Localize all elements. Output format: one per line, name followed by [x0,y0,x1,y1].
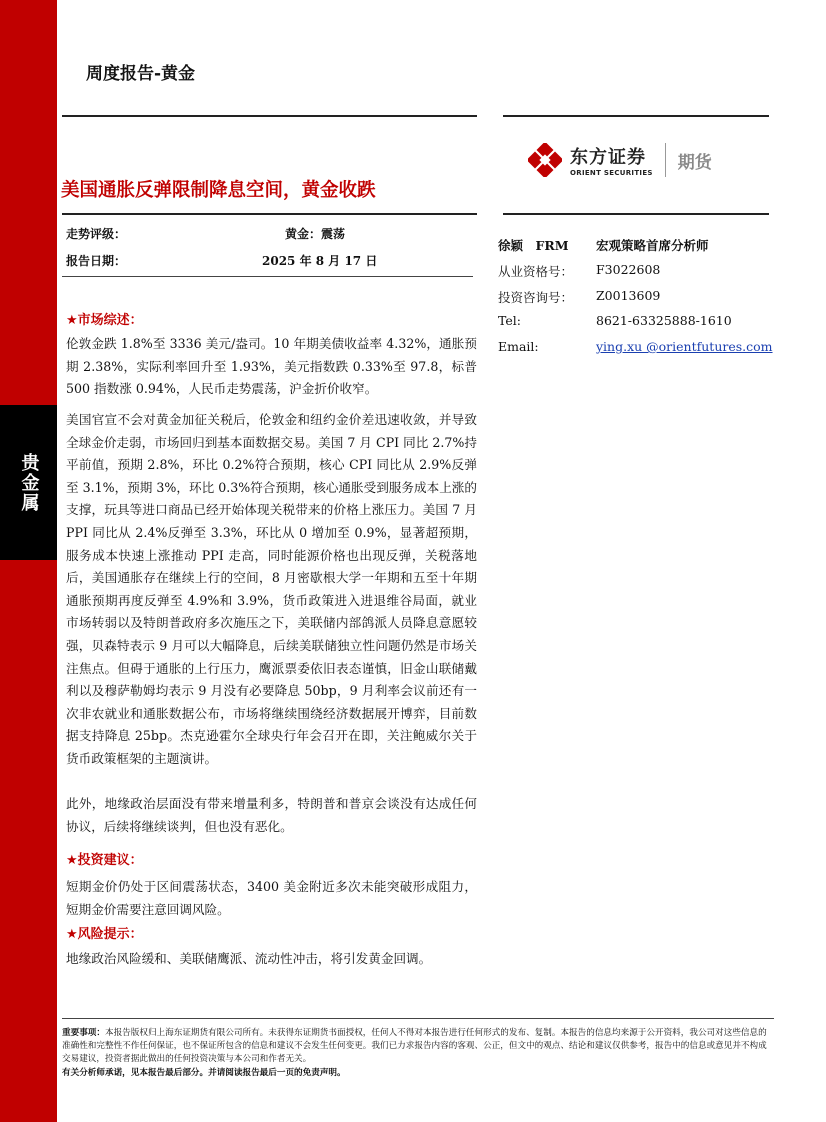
report-type-title: 周度报告-黄金 [86,64,196,84]
logo-divider [665,143,666,177]
disclaimer [62,1027,774,1066]
disclaimer-footer: 有关分析师承诺，见本报告最后部分。并请阅读报告最后一页的免责声明。 [62,1068,346,1078]
market-review-paragraph: 美国官宣不会对黄金加征关税后，伦敦金和纽约金价差迅速收敛，并导致全球金价走弱，市场回归到基本面数据交易。美国 7 月 CPI 同比 2.7%持平前值，预期 2.8%，环比 0.2%符合预期，核心 CPI 同比从 2.9%反弹至 3.1%，预期 3%，环比 0.3%符合预期，核心通胀受到服务成本上涨的支撑，玩具等进口商品已经开始体现关税带来的价格上涨压力。美国 7 月 PPI 同比从 2.4%反弹至 3.3%，环比从 0 增加至 0.9%，显著超预期，服务成本快速上涨推动 PPI 走高，同时能源价格也出现反弹，关税落地后，美国通胀存在继续上行的空间，8 月密歇根大学一年期和五至十年期通胀预期再度反弹至 4.9%和 3.9%，货币政策进入进退维谷局面，就业市场转弱以及特朗普政府多次施压之下，美联储内部鸽派人员降息意愿较强，贝森特表示 9 月可以大幅降息，后续美联储独立性问题仍然是市场关注焦点。但碍于通胀的上行压力，鹰派票委依旧表态谨慎，旧金山联储戴利以及穆萨勒姆均表示 9 月没有必要降息 50bp，9 月利率会议前还有一次非农就业和通胀数据公布，市场将继续围绕经济数据展开博弈，目前数据支持降息 25bp。杰克逊霍尔全球央行年会召开在即，关注鲍威尔关于货币政策框架的主题演讲。 [66,412,477,766]
left-accent-bar [0,0,57,1122]
market-review-paragraph: 此外，地缘政治层面没有带来增量利多，特朗普和普京会谈没有达成任何协议，后续将继续谈判，但也没有恶化。 [66,796,477,834]
date-value: 2025 年 8 月 17 日 [262,254,378,268]
report-headline: 美国通胀反弹限制降息空间，黄金收跌 [61,180,376,201]
analyst-row-label: Tel: [498,313,521,328]
header-rule-right [503,115,769,117]
trend-value: 黄金：震荡 [285,227,346,241]
category-label: 贵金属 [18,452,40,513]
analyst-row-label: 投资咨询号： [498,290,574,305]
risk-warning-text: 地缘政治风险缓和、美联储鹰派、流动性冲击，将引发黄金回调。 [66,951,432,966]
analyst-name: 徐颖 FRM [498,238,569,253]
meta-rule-top [62,213,477,215]
section-heading-investment-advice: ★投资建议： [66,853,143,868]
section-heading-risk-warning: ★风险提示： [66,927,143,942]
analyst-row-label: 从业资格号： [498,264,574,279]
analyst-row-value: F3022608 [596,262,661,277]
brand-name-cn: 东方证券 [570,147,646,168]
disclaimer-rule [62,1018,774,1019]
date-label: 报告日期： [66,254,127,268]
market-review-paragraph: 伦敦金跌 1.8%至 3336 美元/盎司。10 年期美债收益率 4.32%，通胀预期 2.38%，实际利率回升至 1.93%，美元指数跌 0.33%至 97.8，标普 500 指数涨 0.94%，人民币走势震荡，沪金折价收窄。 [66,336,477,397]
analyst-email-link[interactable]: ying.xu @orientfutures.com [596,339,773,354]
disclaimer-label: 重要事项： [62,1028,105,1038]
header-rule-left [62,115,477,117]
category-tab [0,405,57,560]
section-heading-market-review: ★市场综述： [66,313,143,328]
brand-division: 期货 [677,152,712,173]
analyst-rule-top [503,213,769,215]
analyst-row-value: Z0013609 [596,288,661,303]
brand-logo [528,143,712,177]
analyst-row-value: 8621-63325888-1610 [596,313,732,328]
trend-label: 走势评级： [66,227,127,241]
analyst-row-label: Email: [498,339,539,354]
brand-name-en: ORIENT SECURITIES [570,169,653,177]
analyst-title: 宏观策略首席分析师 [596,238,709,253]
disclaimer-text: 本报告版权归上海东证期货有限公司所有。未获得东证期货书面授权，任何人不得对本报告进行任何形式的发布、复制。本报告的信息均来源于公开资料，我公司对这些信息的准确性和完整性不作任何保证，也不保证所包含的信息和建议不会发生任何变更。我们已力求报告内容的客观、公正，但文中的观点、结论和建议仅供参考，报告中的信息或意见并不构成交易建议，投资者据此做出的任何投资决策与本公司和作者无关。 [62,1028,767,1064]
investment-advice-text: 短期金价仍处于区间震荡状态，3400 美金附近多次未能突破形成阻力，短期金价需要注意回调风险。 [66,879,477,917]
meta-rule-bottom [62,276,473,277]
orient-logo-icon [528,143,562,177]
